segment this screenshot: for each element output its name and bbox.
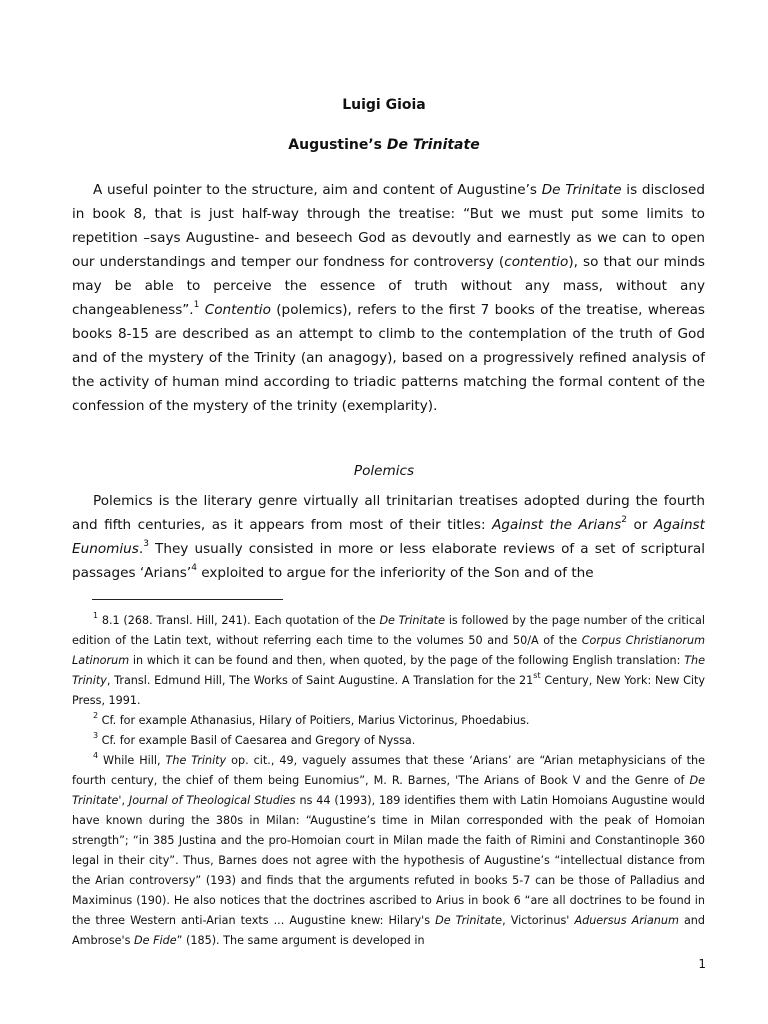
- page-title: [0, 135, 768, 155]
- text-run: and Ambrose's: [72, 914, 706, 947]
- footnote-number: 1: [93, 611, 99, 621]
- text-run: is followed by the page number of the critical edition of the Latin text, without referring each time to the volumes 50 and 50/A of the: [72, 614, 705, 647]
- text-run: ), so that our minds may be able to perceive the essence of truth without any mass, without any changeableness”.: [72, 254, 705, 318]
- text-run: A useful pointer to the structure, aim and content of Augustine’s: [93, 182, 542, 198]
- italic-run: Contentio: [204, 302, 271, 318]
- footnote-4: [72, 751, 705, 951]
- footnote-2: [72, 711, 705, 731]
- italic-run: Aduersus Arianum: [574, 914, 679, 927]
- footnote-number: 4: [93, 751, 99, 761]
- italic-run: contentio: [504, 254, 569, 270]
- text-run: 8.1 (268. Transl. Hill, 241). Each quotation of the: [98, 614, 380, 627]
- text-run: , Victorinus': [502, 914, 575, 927]
- text-run: While Hill,: [98, 754, 166, 767]
- italic-run: Against the Arians: [492, 517, 622, 533]
- intro-paragraph: [72, 178, 705, 418]
- title-italic: De Trinitate: [386, 137, 480, 153]
- italic-run: Against Eunomius: [72, 517, 705, 557]
- text-run: Polemics is the literary genre virtually all trinitarian treatises adopted during the fourth and fifth centuries, as it appears from most of their titles:: [72, 493, 705, 533]
- text-run: in which it can be found and then, when quoted, by the page of the following English translation:: [129, 654, 685, 667]
- text-run: or: [626, 517, 654, 533]
- polemics-paragraph: [72, 489, 705, 585]
- page-number: 1: [698, 957, 706, 971]
- italic-run: The Trinity: [72, 654, 705, 687]
- title-prefix: Augustine’s: [288, 137, 387, 153]
- section-heading: Polemics: [353, 463, 415, 479]
- footnote-ref-3[interactable]: 3: [143, 539, 149, 550]
- text-run: ns 44 (1993), 189 identifies them with Latin Homoians Augustine would have known during the 380s in Milan: “Augustine’s time in Milan corresponded with the peak of Homoian strength”; “in 385 Justina and the pro-Homoian court in Milan made the faith of Rimini and Constantinople 360 legal in their city”. Thus, Barnes does not agree with the hypothesis of Augustine’s “intellectual distance from the Arian controversy” (193) and finds that the arguments refuted in books 5-7 can be those of Palladius and Maximinus (190). He also notices that the doctrines ascribed to Arius in book 6 “are all doctrines to be found in the three Western anti-Arian texts ... Augustine knew: Hilary's: [72, 794, 705, 927]
- ordinal-suffix: st: [533, 671, 541, 681]
- footnote-ref-2[interactable]: 2: [621, 515, 627, 526]
- footnote-1: [72, 611, 705, 711]
- text-run: They usually consisted in more or less elaborate reviews of a set of scriptural passages ‘Arians’: [72, 541, 705, 581]
- footnote-ref-1[interactable]: 1: [193, 300, 200, 311]
- text-run: .: [138, 541, 144, 557]
- text-run: exploited to argue for the inferiority of the Son and of the: [196, 565, 594, 581]
- italic-run: De Trinitate: [72, 774, 705, 807]
- italic-run: De Trinitate: [435, 914, 503, 927]
- author-name: Luigi Gioia: [342, 97, 426, 113]
- italic-run: De Trinitate: [379, 614, 446, 627]
- footnote-number: 2: [93, 711, 99, 721]
- text-run: ” (185). The same argument is developed in: [176, 934, 425, 947]
- footnote-number: 3: [93, 731, 99, 741]
- text-run: is disclosed in book 8, that is just half-way through the treatise: “But we must put some limits to repetition –says Augustine- and beseech God as devoutly and earnestly as we can to open our understandings and temper our fondness for controversy (: [72, 182, 705, 270]
- italic-run: The Trinity: [165, 754, 227, 767]
- italic-run: De Trinitate: [541, 182, 622, 198]
- text-run: , Transl. Edmund Hill, The Works of Saint Augustine. A Translation for the 21: [106, 674, 534, 687]
- text-run: Cf. for example Basil of Caesarea and Gregory of Nyssa.: [98, 734, 416, 747]
- text-run: op. cit., 49, vaguely assumes that these ‘Arians’ are “Arian metaphysicians of the fourth century, the chief of them being Eunomius”, M. R. Barnes, 'The Arians of Book V and the Genre of: [72, 754, 705, 787]
- italic-run: Journal of Theological Studies: [128, 794, 296, 807]
- footnote-separator: [92, 599, 283, 600]
- text-run: Cf. for example Athanasius, Hilary of Poitiers, Marius Victorinus, Phoedabius.: [98, 714, 530, 727]
- italic-run: De Fide: [134, 934, 177, 947]
- footnotes: [72, 611, 705, 951]
- text-run: ',: [118, 794, 129, 807]
- footnote-3: [72, 731, 705, 751]
- text-run: (polemics), refers to the first 7 books of the treatise, whereas books 8-15 are described as an attempt to climb to the contemplation of the truth of God and of the mystery of the Trinity (an anagogy), based on a progressively refined analysis of the activity of human mind according to triadic patterns matching the formal content of the confession of the mystery of the trinity (exemplarity).: [72, 302, 705, 414]
- footnote-ref-4[interactable]: 4: [191, 563, 197, 574]
- text-run: Century, New York: New City Press, 1991.: [72, 674, 705, 707]
- italic-run: Corpus Christianorum Latinorum: [72, 634, 705, 667]
